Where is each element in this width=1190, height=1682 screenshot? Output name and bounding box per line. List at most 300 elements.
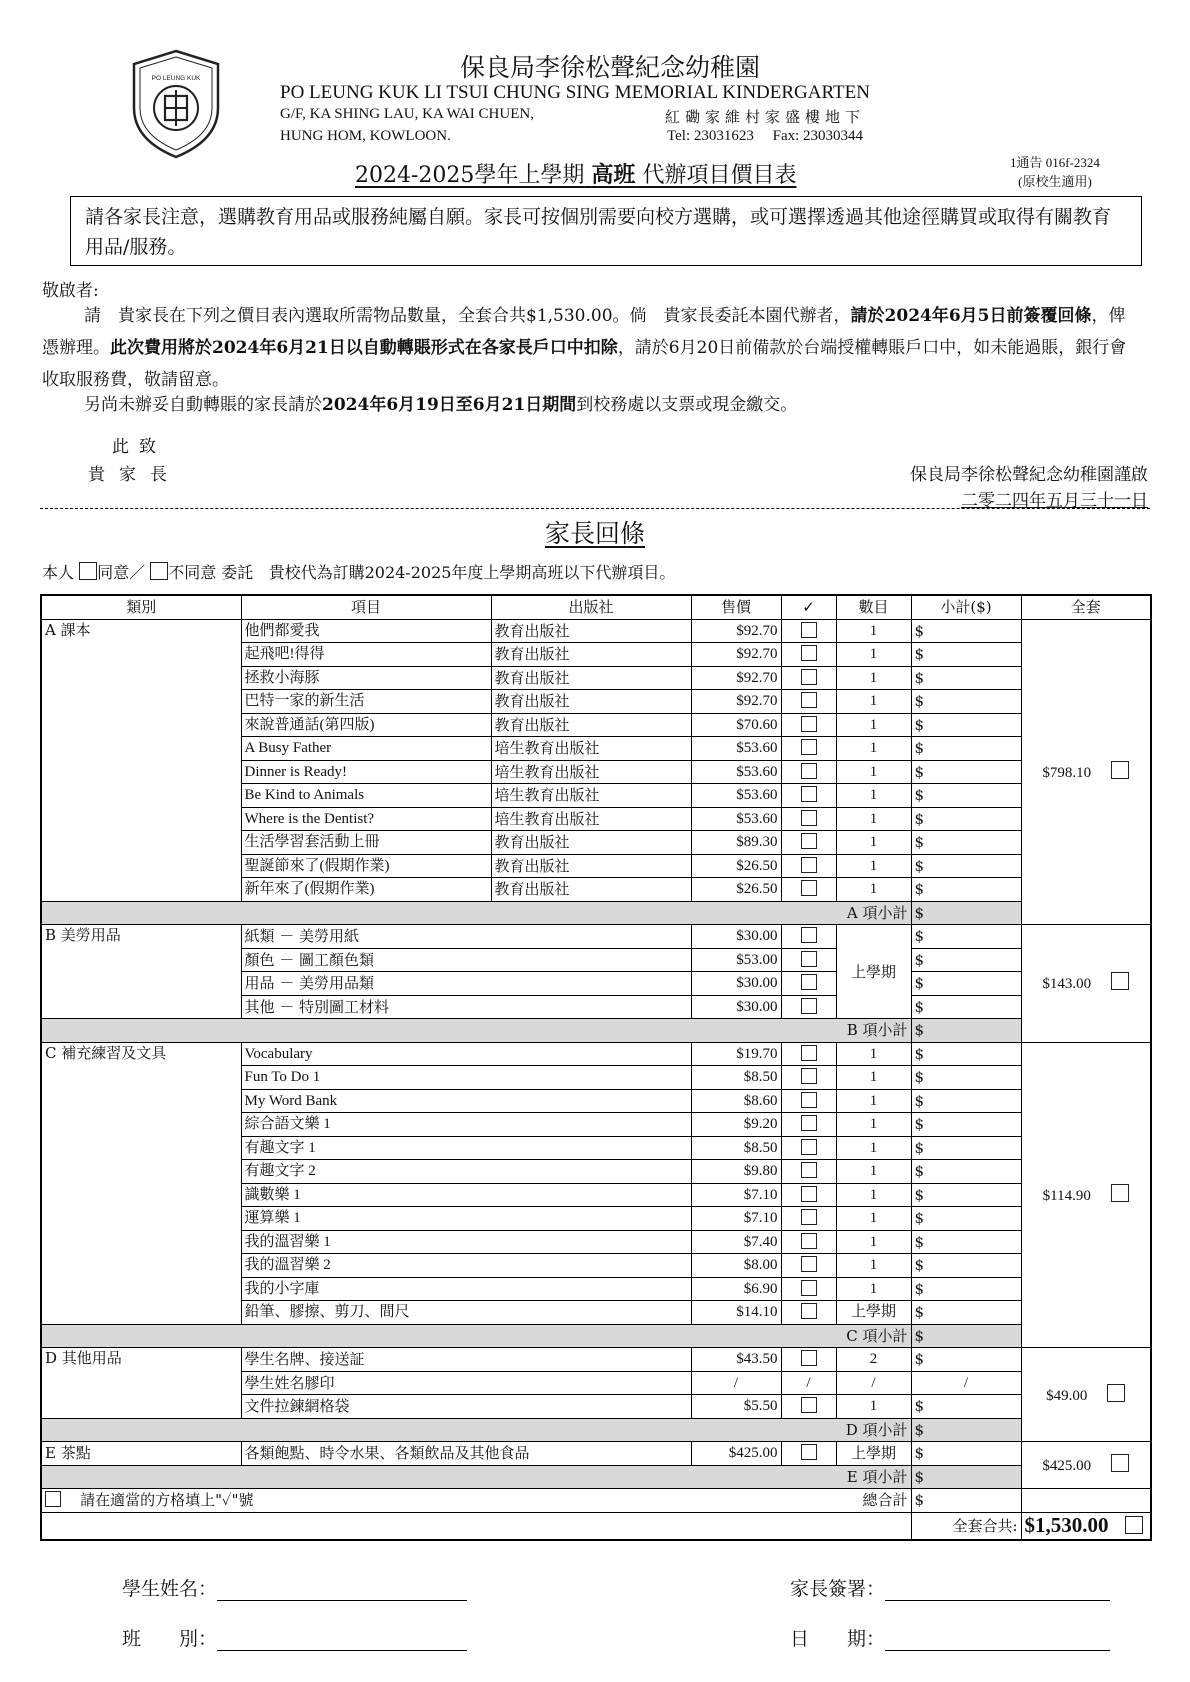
check-cell[interactable] xyxy=(781,1254,836,1278)
price: $43.50 xyxy=(691,1348,781,1372)
table-row xyxy=(41,1042,1151,1066)
subtotal-value-cell[interactable] xyxy=(911,1465,1021,1489)
item-checkbox[interactable] xyxy=(801,1115,817,1131)
quantity: 1 xyxy=(836,1183,911,1207)
dollar-sign: $ xyxy=(914,668,925,687)
dollar-sign: $ xyxy=(914,1467,925,1486)
check-cell[interactable] xyxy=(781,1183,836,1207)
svg-text:PO LEUNG KUK: PO LEUNG KUK xyxy=(151,75,201,82)
item-name: 鉛筆、膠擦、剪刀、間尺 xyxy=(241,1301,691,1325)
check-cell[interactable] xyxy=(781,643,836,667)
quantity: 1 xyxy=(836,1230,911,1254)
item-checkbox[interactable] xyxy=(801,1256,817,1272)
item-name: 有趣文字 1 xyxy=(241,1136,691,1160)
publisher: 教育出版社 xyxy=(491,854,691,878)
price: $14.10 xyxy=(691,1301,781,1325)
check-cell[interactable] xyxy=(781,925,836,949)
quantity: 上學期 xyxy=(836,1301,911,1325)
table-row xyxy=(41,925,1151,949)
address-en-line1: G/F, KA SHING LAU, KA WAI CHUEN, xyxy=(280,106,534,122)
table-header-row xyxy=(41,595,1151,619)
dollar-sign: $ xyxy=(914,1279,925,1298)
item-name: 新年來了(假期作業) xyxy=(241,878,491,902)
subtotal-label: A 項小計 xyxy=(41,901,911,925)
quantity: / xyxy=(836,1371,911,1395)
publisher: 教育出版社 xyxy=(491,713,691,737)
reply-slip-title: 家長回條 xyxy=(544,519,645,548)
price: $9.20 xyxy=(691,1113,781,1137)
full-set-price: $49.00 xyxy=(1046,1387,1088,1404)
item-name: 各類飽點、時令水果、各類飲品及其他食品 xyxy=(241,1442,691,1466)
item-checkbox[interactable] xyxy=(801,1092,817,1108)
full-set-price: $114.90 xyxy=(1042,1187,1091,1204)
subtotal-cell: / xyxy=(911,1371,1021,1395)
student-name-field[interactable]: 學生姓名： xyxy=(122,1574,467,1601)
disagree-checkbox[interactable] xyxy=(150,562,168,580)
class-field[interactable]: 班 別： xyxy=(122,1624,467,1651)
full-set-cell xyxy=(1021,1348,1151,1442)
item-checkbox[interactable] xyxy=(801,833,817,849)
table-row xyxy=(41,1442,1151,1466)
check-cell[interactable] xyxy=(781,972,836,996)
quantity: 1 xyxy=(836,1089,911,1113)
check-cell[interactable] xyxy=(781,619,836,643)
subtotal-value-cell[interactable] xyxy=(911,1324,1021,1348)
full-set-cell xyxy=(1021,1042,1151,1348)
dollar-sign: $ xyxy=(914,692,925,711)
subtotal-cell[interactable] xyxy=(911,1277,1021,1301)
full-set-checkbox[interactable] xyxy=(1111,1184,1129,1202)
dollar-sign: $ xyxy=(914,762,925,781)
check-cell[interactable] xyxy=(781,1230,836,1254)
subtotal-cell[interactable] xyxy=(911,1183,1021,1207)
item-name: 生活學習套活動上冊 xyxy=(241,831,491,855)
dollar-sign: $ xyxy=(914,1232,925,1251)
closing-line-2: 貴家長 xyxy=(88,465,181,485)
item-name: A Busy Father xyxy=(241,737,491,761)
subtotal-cell[interactable] xyxy=(911,948,1021,972)
quantity: 1 xyxy=(836,807,911,831)
subtotal-row xyxy=(41,1418,1151,1442)
check-cell[interactable] xyxy=(781,1442,836,1466)
full-set-price: $425.00 xyxy=(1042,1458,1092,1474)
item-checkbox[interactable] xyxy=(801,810,817,826)
price: $8.00 xyxy=(691,1254,781,1278)
full-set-checkbox[interactable] xyxy=(1111,761,1129,779)
price: $92.70 xyxy=(691,619,781,643)
price: $5.50 xyxy=(691,1395,781,1419)
subtotal-cell[interactable] xyxy=(911,1113,1021,1137)
dollar-sign: $ xyxy=(914,739,925,758)
subtotal-cell[interactable] xyxy=(911,643,1021,667)
instruction-text: 請在適當的方格填上"✓"號 xyxy=(80,1491,254,1510)
full-set-cell xyxy=(1021,925,1151,1043)
subtotal-cell[interactable] xyxy=(911,878,1021,902)
item-checkbox[interactable] xyxy=(801,1303,817,1319)
consent-line: 本人 同意／ 不同意 委託 貴校代為訂購2024-2025年度上學期高班以下代辦項目。 xyxy=(42,563,676,582)
address-cn: 紅磡家維村家盛樓地下 xyxy=(665,108,866,126)
dollar-sign: $ xyxy=(914,809,925,828)
publisher: 教育出版社 xyxy=(491,666,691,690)
check-cell[interactable] xyxy=(781,760,836,784)
address-en-line2: HUNG HOM, KOWLOON. xyxy=(280,128,451,144)
closing-line-1: 此致 xyxy=(112,437,166,457)
dollar-sign: $ xyxy=(914,1044,925,1063)
item-checkbox[interactable] xyxy=(801,645,817,661)
check-cell[interactable] xyxy=(781,1113,836,1137)
item-name: 他們都愛我 xyxy=(241,619,491,643)
subtotal-cell[interactable] xyxy=(911,807,1021,831)
check-cell[interactable] xyxy=(781,1301,836,1325)
price: $92.70 xyxy=(691,666,781,690)
item-name: 其他 － 特別圖工材料 xyxy=(241,995,691,1019)
subtotal-cell[interactable] xyxy=(911,1301,1021,1325)
total-label: 總合計 xyxy=(862,1491,908,1510)
check-cell[interactable] xyxy=(781,1348,836,1372)
check-cell[interactable] xyxy=(781,666,836,690)
subtotal-cell[interactable] xyxy=(911,1254,1021,1278)
price: $26.50 xyxy=(691,854,781,878)
document-title: 2024-2025學年上學期 高班 代辦項目價目表 xyxy=(355,162,797,188)
price: $19.70 xyxy=(691,1042,781,1066)
subtotal-row xyxy=(41,1324,1151,1348)
subtotal-row xyxy=(41,1465,1151,1489)
price: $30.00 xyxy=(691,972,781,996)
subtotal-cell[interactable] xyxy=(911,784,1021,808)
quantity: 1 xyxy=(836,1277,911,1301)
item-checkbox[interactable] xyxy=(801,622,817,638)
check-cell[interactable] xyxy=(781,1395,836,1419)
item-name: 拯救小海豚 xyxy=(241,666,491,690)
publisher: 教育出版社 xyxy=(491,878,691,902)
dollar-sign: $ xyxy=(914,1397,925,1416)
price: $92.70 xyxy=(691,690,781,714)
agree-checkbox[interactable] xyxy=(79,562,97,580)
subtotal-cell[interactable] xyxy=(911,690,1021,714)
quantity: 1 xyxy=(836,1254,911,1278)
empty-cell xyxy=(1021,1489,1151,1513)
price: $53.60 xyxy=(691,737,781,761)
item-checkbox[interactable] xyxy=(801,1444,817,1460)
quantity: 1 xyxy=(836,878,911,902)
publisher: 培生教育出版社 xyxy=(491,784,691,808)
publisher: 培生教育出版社 xyxy=(491,807,691,831)
subtotal-cell[interactable] xyxy=(911,1348,1021,1372)
subtotal-cell[interactable] xyxy=(911,854,1021,878)
item-name: 我的小字庫 xyxy=(241,1277,691,1301)
subtotal-cell[interactable] xyxy=(911,1395,1021,1419)
check-cell[interactable] xyxy=(781,995,836,1019)
price: $6.90 xyxy=(691,1277,781,1301)
grand-total-label: 全套合共: xyxy=(911,1512,1021,1540)
category-cell: B 美勞用品 xyxy=(41,925,241,1019)
dollar-sign: $ xyxy=(914,1209,925,1228)
publisher: 教育出版社 xyxy=(491,643,691,667)
header-check: ✓ xyxy=(781,595,836,619)
quantity: 1 xyxy=(836,1042,911,1066)
item-checkbox[interactable] xyxy=(801,1397,817,1413)
full-set-checkbox[interactable] xyxy=(1107,1384,1125,1402)
item-checkbox[interactable] xyxy=(801,1162,817,1178)
subtotal-cell[interactable] xyxy=(911,1089,1021,1113)
item-checkbox[interactable] xyxy=(801,1186,817,1202)
item-checkbox[interactable] xyxy=(801,1350,817,1366)
grand-total-cell xyxy=(1021,1512,1151,1540)
item-name: 紙類 － 美勞用紙 xyxy=(241,925,691,949)
subtotal-cell[interactable] xyxy=(911,831,1021,855)
item-name: 文件拉鍊網格袋 xyxy=(241,1395,691,1419)
price: $425.00 xyxy=(691,1442,781,1466)
item-checkbox[interactable] xyxy=(801,927,817,943)
quantity: 1 xyxy=(836,666,911,690)
check-cell[interactable] xyxy=(781,737,836,761)
price: $53.60 xyxy=(691,807,781,831)
item-checkbox[interactable] xyxy=(801,1045,817,1061)
item-name: 學生姓名膠印 xyxy=(241,1371,691,1395)
subtotal-value-cell[interactable] xyxy=(911,1019,1021,1043)
subtotal-cell[interactable] xyxy=(911,1207,1021,1231)
item-checkbox[interactable] xyxy=(801,739,817,755)
letter-paragraph-2: 另尚未辦妥自動轉賬的家長請於2024年6月19日至6月21日期間到校務處以支票或現金繳交。 xyxy=(84,395,798,415)
header-publisher: 出版社 xyxy=(491,595,691,619)
quantity: 1 xyxy=(836,619,911,643)
subtotal-label: C 項小計 xyxy=(41,1324,911,1348)
check-cell[interactable] xyxy=(781,1136,836,1160)
check-cell: / xyxy=(781,1371,836,1395)
quantity: 2 xyxy=(836,1348,911,1372)
item-name: 顏色 － 圖工顏色類 xyxy=(241,948,691,972)
quantity: 1 xyxy=(836,1066,911,1090)
item-name: 我的溫習樂 1 xyxy=(241,1230,691,1254)
empty-cell xyxy=(41,1512,911,1540)
dollar-sign: $ xyxy=(914,974,925,993)
item-name: Fun To Do 1 xyxy=(241,1066,691,1090)
item-name: 綜合語文樂 1 xyxy=(241,1113,691,1137)
quantity: 1 xyxy=(836,1395,911,1419)
full-set-checkbox[interactable] xyxy=(1111,972,1129,990)
parent-signature-field[interactable]: 家長簽署： xyxy=(790,1574,1110,1601)
item-name: 起飛吧!得得 xyxy=(241,643,491,667)
price: $70.60 xyxy=(691,713,781,737)
subtotal-cell[interactable] xyxy=(911,995,1021,1019)
price: $7.40 xyxy=(691,1230,781,1254)
check-cell[interactable] xyxy=(781,948,836,972)
subtotal-cell[interactable] xyxy=(911,1042,1021,1066)
quantity: 1 xyxy=(836,831,911,855)
quantity: 1 xyxy=(836,1160,911,1184)
dollar-sign: $ xyxy=(914,1021,925,1040)
subtotal-cell[interactable] xyxy=(911,1136,1021,1160)
quantity: 1 xyxy=(836,713,911,737)
subtotal-row xyxy=(41,901,1151,925)
subtotal-value-cell[interactable] xyxy=(911,901,1021,925)
grand-total-checkbox[interactable] xyxy=(1125,1516,1143,1534)
dollar-sign: $ xyxy=(914,856,925,875)
dollar-sign: $ xyxy=(914,950,925,969)
item-name: Vocabulary xyxy=(241,1042,691,1066)
item-checkbox[interactable] xyxy=(801,669,817,685)
quantity: 1 xyxy=(836,690,911,714)
item-checkbox[interactable] xyxy=(801,692,817,708)
dollar-sign: $ xyxy=(914,880,925,899)
letter-paragraph-1: 請 貴家長在下列之價目表內選取所需物品數量，全套合共$1,530.00。倘 貴家長委託本園代辦者，請於2024年6月5日前簽覆回條，俾憑辦理。此次費用將於2024年6月21日以自動轉賬形式在各家長戶口中扣除，請於6月20日前備款於台端授權轉賬戶口中，如未能過賬，銀行會收取服務費，敬請留意。 xyxy=(42,306,1127,390)
item-checkbox[interactable] xyxy=(801,1139,817,1155)
item-checkbox[interactable] xyxy=(801,1209,817,1225)
item-name: My Word Bank xyxy=(241,1089,691,1113)
salutation: 敬啟者: xyxy=(42,281,99,301)
date-field[interactable]: 日 期： xyxy=(790,1624,1110,1651)
publisher: 教育出版社 xyxy=(491,831,691,855)
total-row xyxy=(41,1489,1151,1513)
quantity: 1 xyxy=(836,854,911,878)
item-checkbox[interactable] xyxy=(801,1280,817,1296)
item-checkbox[interactable] xyxy=(801,763,817,779)
price: $53.60 xyxy=(691,784,781,808)
subtotal-cell[interactable] xyxy=(911,1230,1021,1254)
header-category: 類別 xyxy=(41,595,241,619)
publisher: 教育出版社 xyxy=(491,619,691,643)
full-set-cell xyxy=(1021,619,1151,925)
item-checkbox[interactable] xyxy=(801,974,817,990)
item-name: 巴特一家的新生活 xyxy=(241,690,491,714)
dollar-sign: $ xyxy=(914,645,925,664)
dollar-sign: $ xyxy=(914,927,925,946)
subtotal-cell[interactable] xyxy=(911,619,1021,643)
price: $8.50 xyxy=(691,1136,781,1160)
dollar-sign: $ xyxy=(914,1303,925,1322)
item-checkbox[interactable] xyxy=(801,857,817,873)
dollar-sign: $ xyxy=(914,715,925,734)
dollar-sign: $ xyxy=(914,903,925,922)
subtotal-cell[interactable] xyxy=(911,760,1021,784)
check-cell[interactable] xyxy=(781,690,836,714)
quantity: 1 xyxy=(836,784,911,808)
publisher: 培生教育出版社 xyxy=(491,737,691,761)
item-name: Be Kind to Animals xyxy=(241,784,491,808)
dollar-sign: $ xyxy=(914,786,925,805)
item-name: 識數樂 1 xyxy=(241,1183,691,1207)
quantity: 上學期 xyxy=(836,925,911,1019)
letter-date: 二零二四年五月三十一日 xyxy=(961,491,1148,511)
item-checkbox[interactable] xyxy=(801,786,817,802)
price: / xyxy=(691,1371,781,1395)
grand-total-value: $1,530.00 xyxy=(1024,1512,1109,1537)
item-checkbox[interactable] xyxy=(801,1233,817,1249)
table-row xyxy=(41,1348,1151,1372)
dollar-sign: $ xyxy=(914,1091,925,1110)
check-cell[interactable] xyxy=(781,854,836,878)
dollar-sign: $ xyxy=(914,1491,925,1510)
total-value-cell[interactable] xyxy=(911,1489,1021,1513)
quantity: 上學期 xyxy=(836,1442,911,1466)
price: $7.10 xyxy=(691,1207,781,1231)
item-name: 聖誕節來了(假期作業) xyxy=(241,854,491,878)
check-cell[interactable] xyxy=(781,878,836,902)
subtotal-value-cell[interactable] xyxy=(911,1418,1021,1442)
subtotal-cell[interactable] xyxy=(911,737,1021,761)
quantity: 1 xyxy=(836,737,911,761)
item-name: 用品 － 美勞用品類 xyxy=(241,972,691,996)
price: $53.00 xyxy=(691,948,781,972)
item-checkbox[interactable] xyxy=(801,716,817,732)
item-checkbox[interactable] xyxy=(801,998,817,1014)
item-checkbox[interactable] xyxy=(801,951,817,967)
header-qty: 數目 xyxy=(836,595,911,619)
subtotal-cell[interactable] xyxy=(911,1066,1021,1090)
check-cell[interactable] xyxy=(781,831,836,855)
dollar-sign: $ xyxy=(914,1185,925,1204)
check-cell[interactable] xyxy=(781,1066,836,1090)
instruction-checkbox xyxy=(45,1491,61,1507)
subtotal-cell[interactable] xyxy=(911,666,1021,690)
order-table xyxy=(40,594,1152,1541)
price: $89.30 xyxy=(691,831,781,855)
check-cell[interactable] xyxy=(781,784,836,808)
subtotal-cell[interactable] xyxy=(911,925,1021,949)
notice-number: 1通告 016f-2324 (原校生適用) xyxy=(1010,155,1100,189)
header-item: 項目 xyxy=(241,595,491,619)
category-cell: D 其他用品 xyxy=(41,1348,241,1419)
school-name-cn: 保良局李徐松聲紀念幼稚園 xyxy=(459,53,760,82)
dollar-sign: $ xyxy=(914,1138,925,1157)
price: $30.00 xyxy=(691,995,781,1019)
dollar-sign: $ xyxy=(914,1350,925,1369)
category-cell: C 補充練習及文具 xyxy=(41,1042,241,1324)
dollar-sign: $ xyxy=(914,1444,925,1463)
subtotal-label: E 項小計 xyxy=(41,1465,911,1489)
item-checkbox[interactable] xyxy=(801,1068,817,1084)
subtotal-label: D 項小計 xyxy=(41,1418,911,1442)
cut-line xyxy=(40,508,1150,509)
check-cell[interactable] xyxy=(781,1089,836,1113)
instruction-cell xyxy=(41,1489,911,1513)
price: $30.00 xyxy=(691,925,781,949)
signoff: 保良局李徐松聲紀念幼稚園謹啟 xyxy=(910,465,1148,485)
subtotal-label: B 項小計 xyxy=(41,1019,911,1043)
check-cell[interactable] xyxy=(781,807,836,831)
category-cell: E 茶點 xyxy=(41,1442,241,1466)
item-checkbox[interactable] xyxy=(801,880,817,896)
publisher: 教育出版社 xyxy=(491,690,691,714)
subtotal-cell[interactable] xyxy=(911,972,1021,996)
check-cell[interactable] xyxy=(781,1277,836,1301)
quantity: 1 xyxy=(836,1207,911,1231)
price: $26.50 xyxy=(691,878,781,902)
subtotal-cell[interactable] xyxy=(911,1442,1021,1466)
tel-fax: Tel: 23031623 Fax: 23030344 xyxy=(667,128,864,144)
check-cell[interactable] xyxy=(781,1160,836,1184)
check-cell[interactable] xyxy=(781,713,836,737)
dollar-sign: $ xyxy=(914,833,925,852)
item-name: 我的溫習樂 2 xyxy=(241,1254,691,1278)
item-name: 運算樂 1 xyxy=(241,1207,691,1231)
notice-box: 請各家長注意，選購教育用品或服務純屬自願。家長可按個別需要向校方選購，或可選擇透過其他途徑購買或取得有關教育用品/服務。 xyxy=(70,196,1142,266)
full-set-checkbox[interactable] xyxy=(1111,1454,1129,1472)
publisher: 培生教育出版社 xyxy=(491,760,691,784)
item-name: 有趣文字 2 xyxy=(241,1160,691,1184)
dollar-sign: $ xyxy=(914,997,925,1016)
item-name: 來說普通話(第四版) xyxy=(241,713,491,737)
full-set-cell xyxy=(1021,1442,1151,1489)
subtotal-cell[interactable] xyxy=(911,1160,1021,1184)
dollar-sign: $ xyxy=(914,1115,925,1134)
dollar-sign: $ xyxy=(914,1420,925,1439)
header-full-set: 全套 xyxy=(1021,595,1151,619)
check-cell[interactable] xyxy=(781,1042,836,1066)
check-cell[interactable] xyxy=(781,1207,836,1231)
school-name-en: PO LEUNG KUK LI TSUI CHUNG SING MEMORIAL KINDERGARTEN xyxy=(280,82,870,103)
subtotal-cell[interactable] xyxy=(911,713,1021,737)
